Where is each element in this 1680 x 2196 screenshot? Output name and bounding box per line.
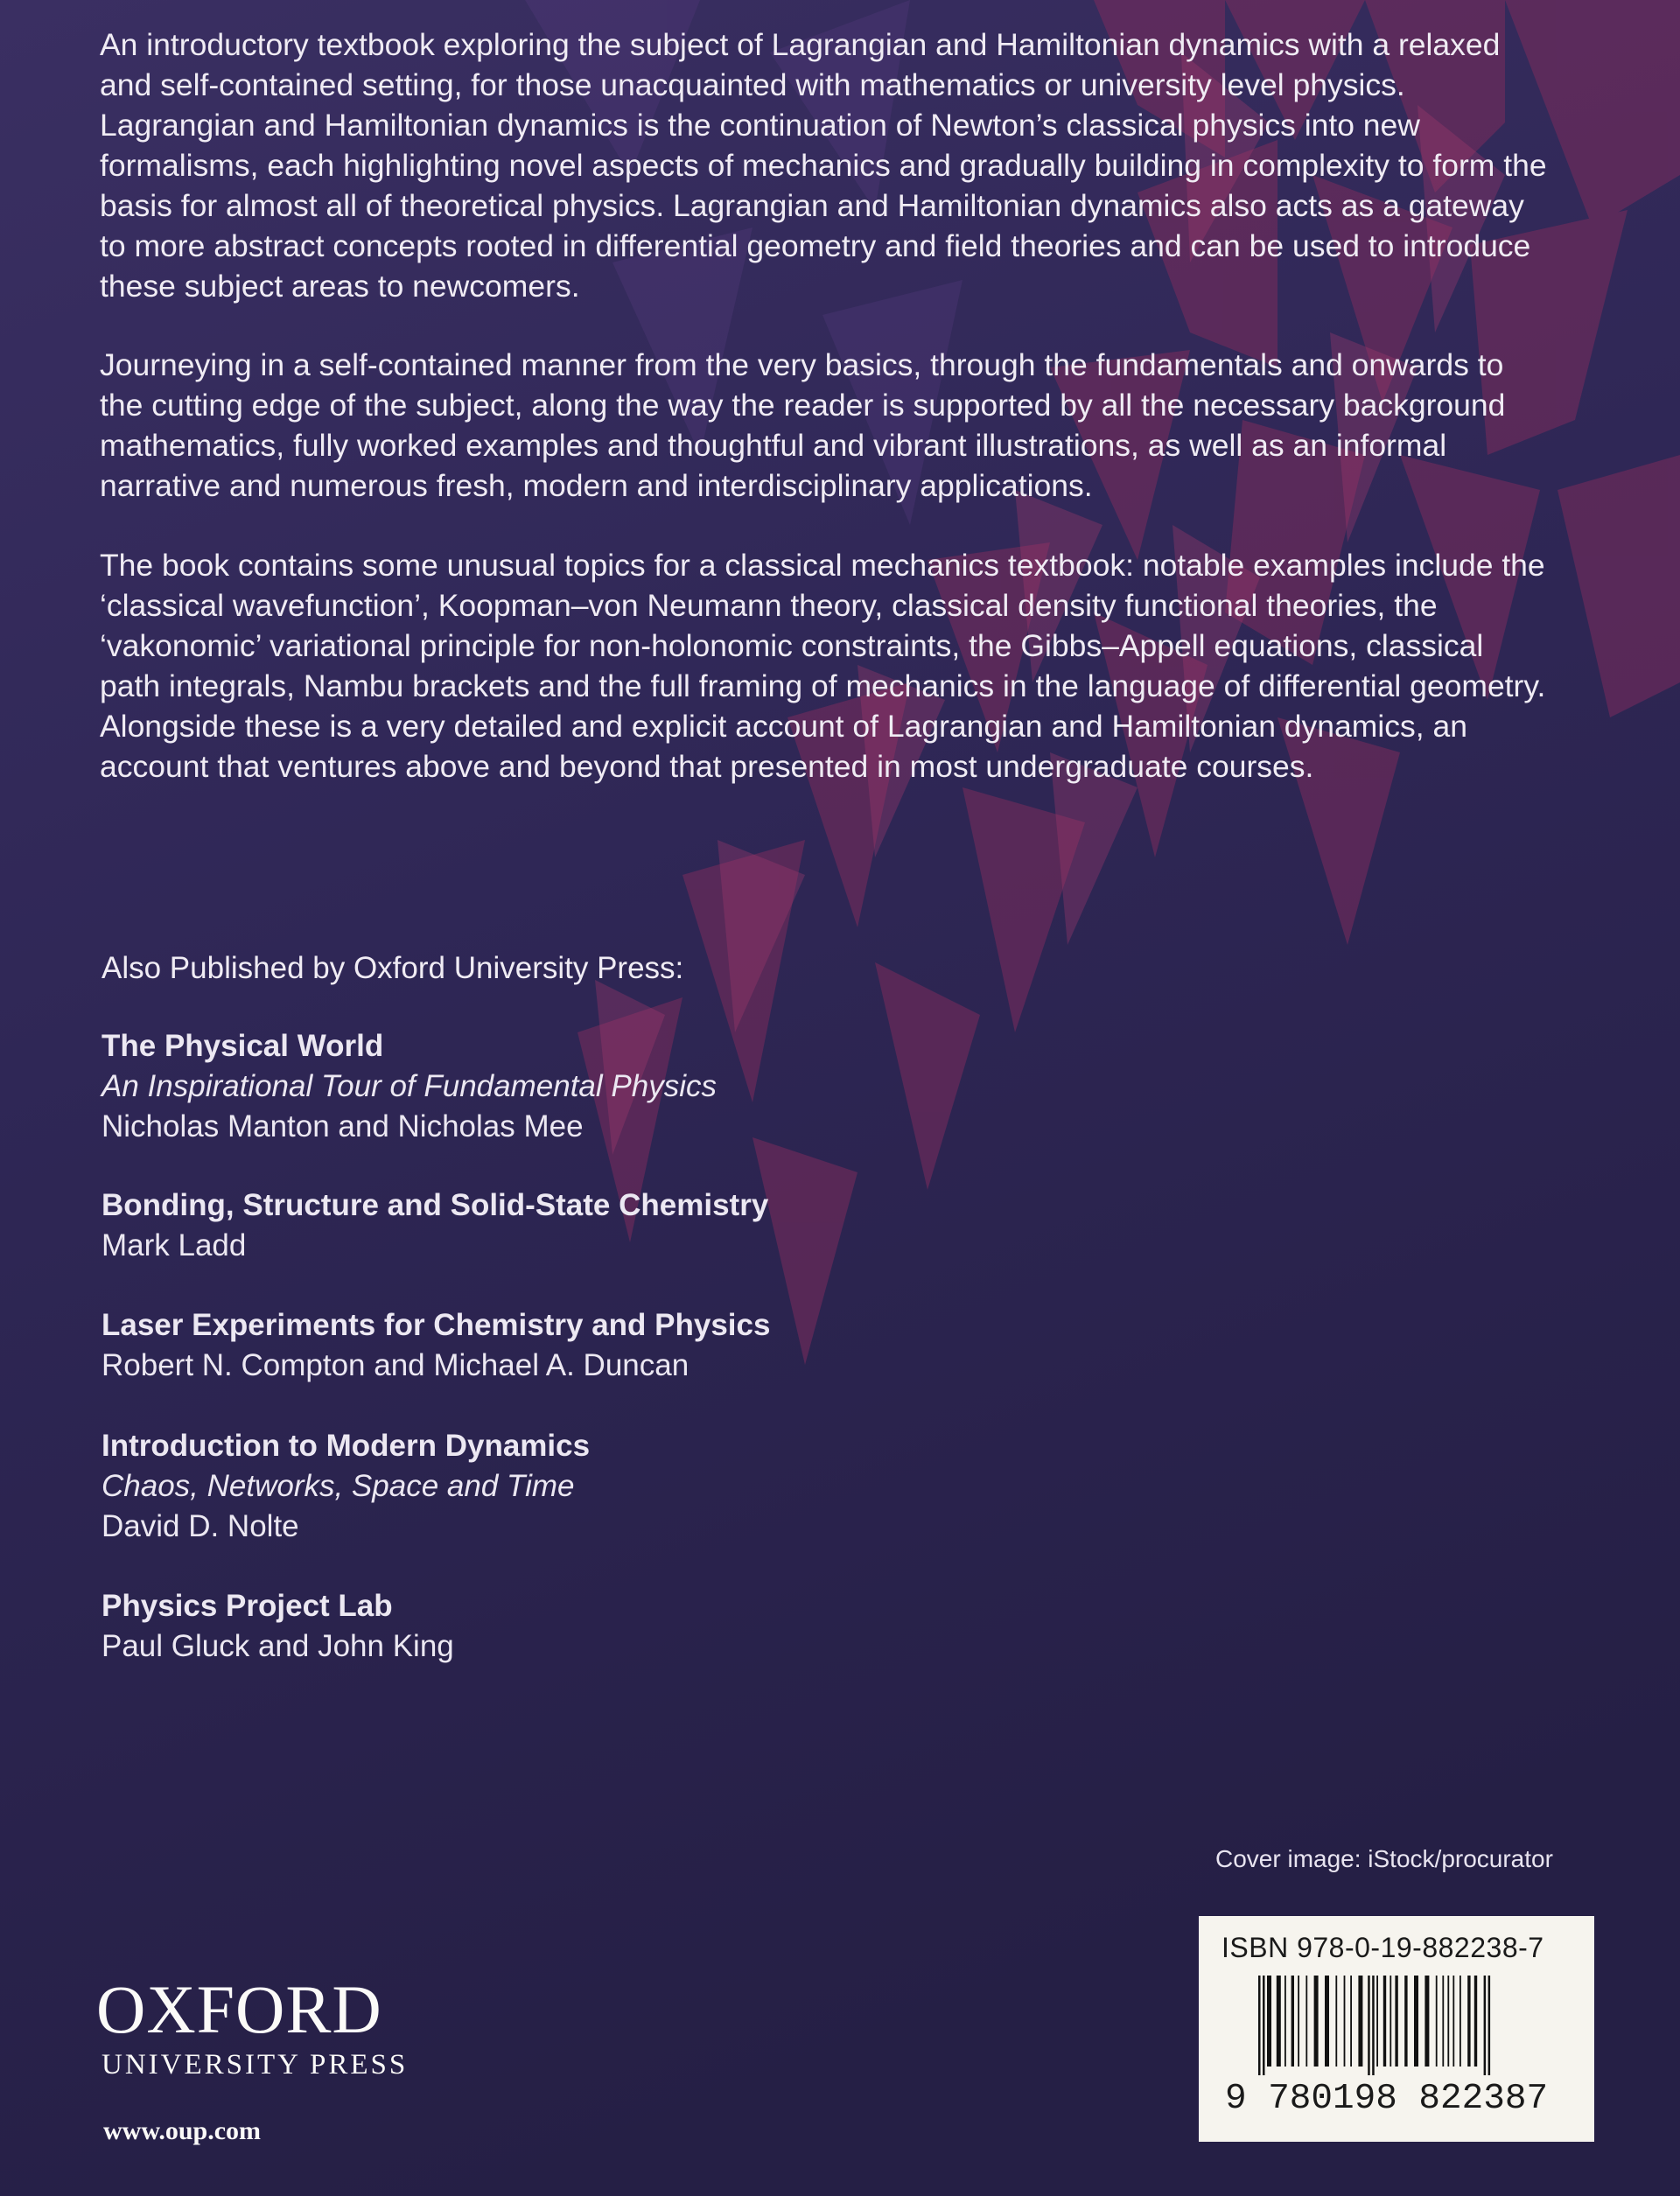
barcode-bar bbox=[1390, 1976, 1391, 2067]
book-authors: Paul Gluck and John King bbox=[102, 1629, 454, 1663]
barcode-bar bbox=[1368, 1976, 1370, 2075]
barcode-bar bbox=[1404, 1976, 1407, 2067]
book-entry bbox=[102, 1185, 1152, 1266]
barcode-bar bbox=[1325, 1976, 1329, 2067]
barcode-bar bbox=[1447, 1976, 1449, 2067]
book-entry bbox=[102, 1586, 1152, 1667]
barcode-bar bbox=[1263, 1976, 1265, 2075]
description-paragraph: Journeying in a self-contained manner from the very basics, through the fundamentals and onwards to the cutting edge of the subject, along the way the reader is supported by all the necessary background mathematics, fully worked examples and thoughtful and vibrant illustrations, as well as an informal narrative and numerous fresh, modern and interdisciplinary applications. bbox=[100, 347, 1506, 503]
publisher-logo-subtitle: UNIVERSITY PRESS bbox=[102, 2049, 409, 2081]
barcode-bar bbox=[1488, 1976, 1491, 2075]
barcode-bar bbox=[1467, 1976, 1470, 2067]
book-authors: David D. Nolte bbox=[102, 1509, 299, 1543]
barcode-bar bbox=[1372, 1976, 1375, 2075]
book-title: Bonding, Structure and Solid-State Chemistry bbox=[102, 1188, 769, 1222]
book-title: Introduction to Modern Dynamics bbox=[102, 1429, 591, 1463]
isbn-label: ISBN 978-0-19-882238-7 bbox=[1222, 1932, 1544, 1963]
book-title: Laser Experiments for Chemistry and Physics bbox=[102, 1308, 771, 1342]
publisher-logo: OXFORD bbox=[96, 1971, 382, 2047]
barcode-bar bbox=[1442, 1976, 1444, 2067]
barcode-bar bbox=[1298, 1976, 1299, 2067]
isbn-digits: 9 780198 822387 bbox=[1225, 2079, 1549, 2119]
barcode-bar bbox=[1350, 1976, 1352, 2067]
book-authors: Robert N. Compton and Michael A. Duncan bbox=[102, 1348, 690, 1382]
book-authors: Mark Ladd bbox=[102, 1228, 247, 1262]
book-title: Physics Project Lab bbox=[102, 1589, 393, 1623]
barcode-bar bbox=[1436, 1976, 1438, 2067]
barcode-bar bbox=[1452, 1976, 1454, 2067]
barcode-bar bbox=[1358, 1976, 1362, 2067]
barcode-bar bbox=[1376, 1976, 1378, 2067]
book-subtitle: Chaos, Networks, Space and Time bbox=[102, 1469, 575, 1503]
barcode-bar bbox=[1314, 1976, 1319, 2067]
book-entry bbox=[102, 1305, 1152, 1386]
book-authors: Nicholas Manton and Nicholas Mee bbox=[102, 1109, 584, 1143]
barcode-bar bbox=[1292, 1976, 1294, 2067]
book-subtitle: An Inspirational Tour of Fundamental Physics bbox=[102, 1069, 717, 1103]
barcode-bar bbox=[1474, 1976, 1477, 2067]
barcode-bar bbox=[1424, 1976, 1429, 2067]
barcode-bar bbox=[1414, 1976, 1418, 2067]
barcode-bar bbox=[1395, 1976, 1397, 2067]
barcode-bar bbox=[1460, 1976, 1461, 2067]
barcode-bar bbox=[1258, 1976, 1261, 2075]
publisher-url[interactable]: www.oup.com bbox=[103, 2116, 262, 2145]
barcode-bar bbox=[1335, 1976, 1337, 2067]
barcode-bar bbox=[1306, 1976, 1307, 2067]
description-paragraph: An introductory textbook exploring the subject of Lagrangian and Hamiltonian dynamics with a relaxed and self-contained setting, for those unacquainted with mathematics or university level physics. Lagrangian and Hamiltonian dynamics is the continuation of Newton’s classical physics into new formalisms, each highlighting novel aspects of mechanics and gradually building in complexity to form the basis for almost all of theoretical physics. Lagrangian and Hamiltonian dynamics also acts as a gateway to more abstract concepts rooted in differential geometry and field theories and can be used to introduce these subject areas to newcomers. bbox=[100, 27, 1547, 304]
barcode-bar bbox=[1284, 1976, 1286, 2067]
barcode-bar bbox=[1383, 1976, 1386, 2067]
isbn-barcode-box bbox=[1199, 1916, 1594, 2142]
barcode-bar bbox=[1344, 1976, 1346, 2067]
barcode-bar bbox=[1484, 1976, 1487, 2075]
cover-image-credit: Cover image: iStock/procurator bbox=[1215, 1845, 1553, 1872]
book-entry bbox=[102, 1426, 1152, 1547]
barcode bbox=[1255, 1976, 1563, 2075]
barcode-bar bbox=[1277, 1976, 1281, 2067]
description-paragraph: The book contains some unusual topics for a classical mechanics textbook: notable examples include the ‘classical wavefunction’, Koopman–von Neumann theory, classical density functional theories, the ‘vakonomic’ variational principle for non-holonomic constraints, the Gibbs–Appell equations, classical path integrals, Nambu brackets and the full framing of mechanics in the language of differential geometry. Alongside these is a very detailed and explicit account of Lagrangian and Hamiltonian dynamics, an account that ventures above and beyond that presented in most undergraduate courses. bbox=[100, 548, 1546, 784]
book-title: The Physical World bbox=[102, 1029, 384, 1063]
book-entry bbox=[102, 1026, 1152, 1147]
also-published-heading: Also Published by Oxford University Press: bbox=[102, 951, 684, 985]
barcode-bar bbox=[1267, 1976, 1271, 2067]
